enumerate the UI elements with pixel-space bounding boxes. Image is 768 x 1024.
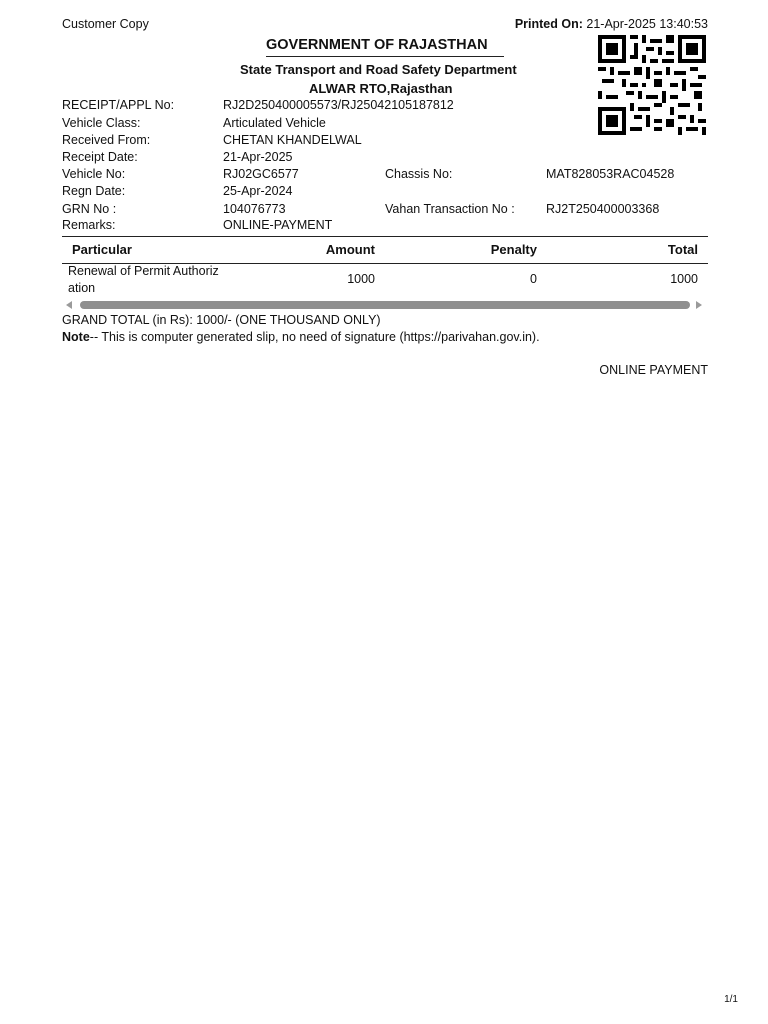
printed-on-value: 21-Apr-2025 13:40:53: [586, 17, 708, 31]
grn-no-value: 104076773: [223, 202, 286, 216]
scroll-right-icon[interactable]: [696, 301, 702, 309]
payment-mode: ONLINE PAYMENT: [599, 363, 708, 377]
table-top-border: [62, 236, 708, 237]
particular-line-1: Renewal of Permit Authoriz: [68, 264, 219, 278]
receipt-date-value: 21-Apr-2025: [223, 150, 293, 164]
remarks-label: Remarks:: [62, 218, 116, 232]
vahan-transaction-value: RJ2T250400003368: [546, 202, 660, 216]
office-name: ALWAR RTO,Rajasthan: [309, 81, 453, 96]
regn-date-value: 25-Apr-2024: [223, 184, 293, 198]
vahan-transaction-label: Vahan Transaction No :: [385, 202, 515, 216]
page-title: GOVERNMENT OF RAJASTHAN: [266, 37, 504, 57]
vehicle-no-value: RJ02GC6577: [223, 167, 299, 181]
vehicle-no-label: Vehicle No:: [62, 167, 126, 181]
col-header-penalty: Penalty: [490, 242, 537, 257]
col-header-total: Total: [667, 242, 698, 257]
note-label: Note: [62, 330, 90, 344]
regn-date-label: Regn Date:: [62, 184, 126, 198]
receipt-label: RECEIPT/APPL No:: [62, 98, 175, 112]
vehicle-class-value: Articulated Vehicle: [223, 116, 326, 130]
particular-line-2: ation: [68, 281, 96, 295]
receipt-value: RJ2D250400005573/RJ25042105187812: [223, 98, 454, 112]
received-from-value: CHETAN KHANDELWAL: [223, 133, 362, 147]
grn-no-label: GRN No :: [62, 202, 117, 216]
grand-total: GRAND TOTAL (in Rs): 1000/- (ONE THOUSAND ONLY): [62, 313, 381, 327]
col-header-amount: Amount: [325, 242, 375, 257]
printed-on: [515, 17, 708, 31]
copy-label: Customer Copy: [62, 17, 149, 31]
note: [62, 330, 540, 344]
vehicle-class-label: Vehicle Class:: [62, 116, 141, 130]
receipt-date-label: Receipt Date:: [62, 150, 138, 164]
amount-cell: 1000: [347, 272, 375, 286]
scroll-left-icon[interactable]: [66, 301, 72, 309]
horizontal-scrollbar[interactable]: [80, 301, 690, 309]
total-cell: 1000: [670, 272, 698, 286]
chassis-no-value: MAT828053RAC04528: [546, 167, 675, 181]
printed-on-label: Printed On:: [514, 17, 583, 31]
col-header-particular: Particular: [72, 242, 132, 257]
received-from-label: Received From:: [62, 133, 151, 147]
department-name: State Transport and Road Safety Department: [240, 62, 517, 77]
chassis-no-label: Chassis No:: [385, 167, 453, 181]
note-text: -- This is computer generated slip, no need of signature (https://parivahan.gov.in).: [89, 330, 540, 344]
page-number: 1/1: [724, 994, 738, 1005]
qr-code-icon: [598, 34, 706, 136]
remarks-value: ONLINE-PAYMENT: [223, 218, 333, 232]
penalty-cell: 0: [530, 272, 537, 286]
